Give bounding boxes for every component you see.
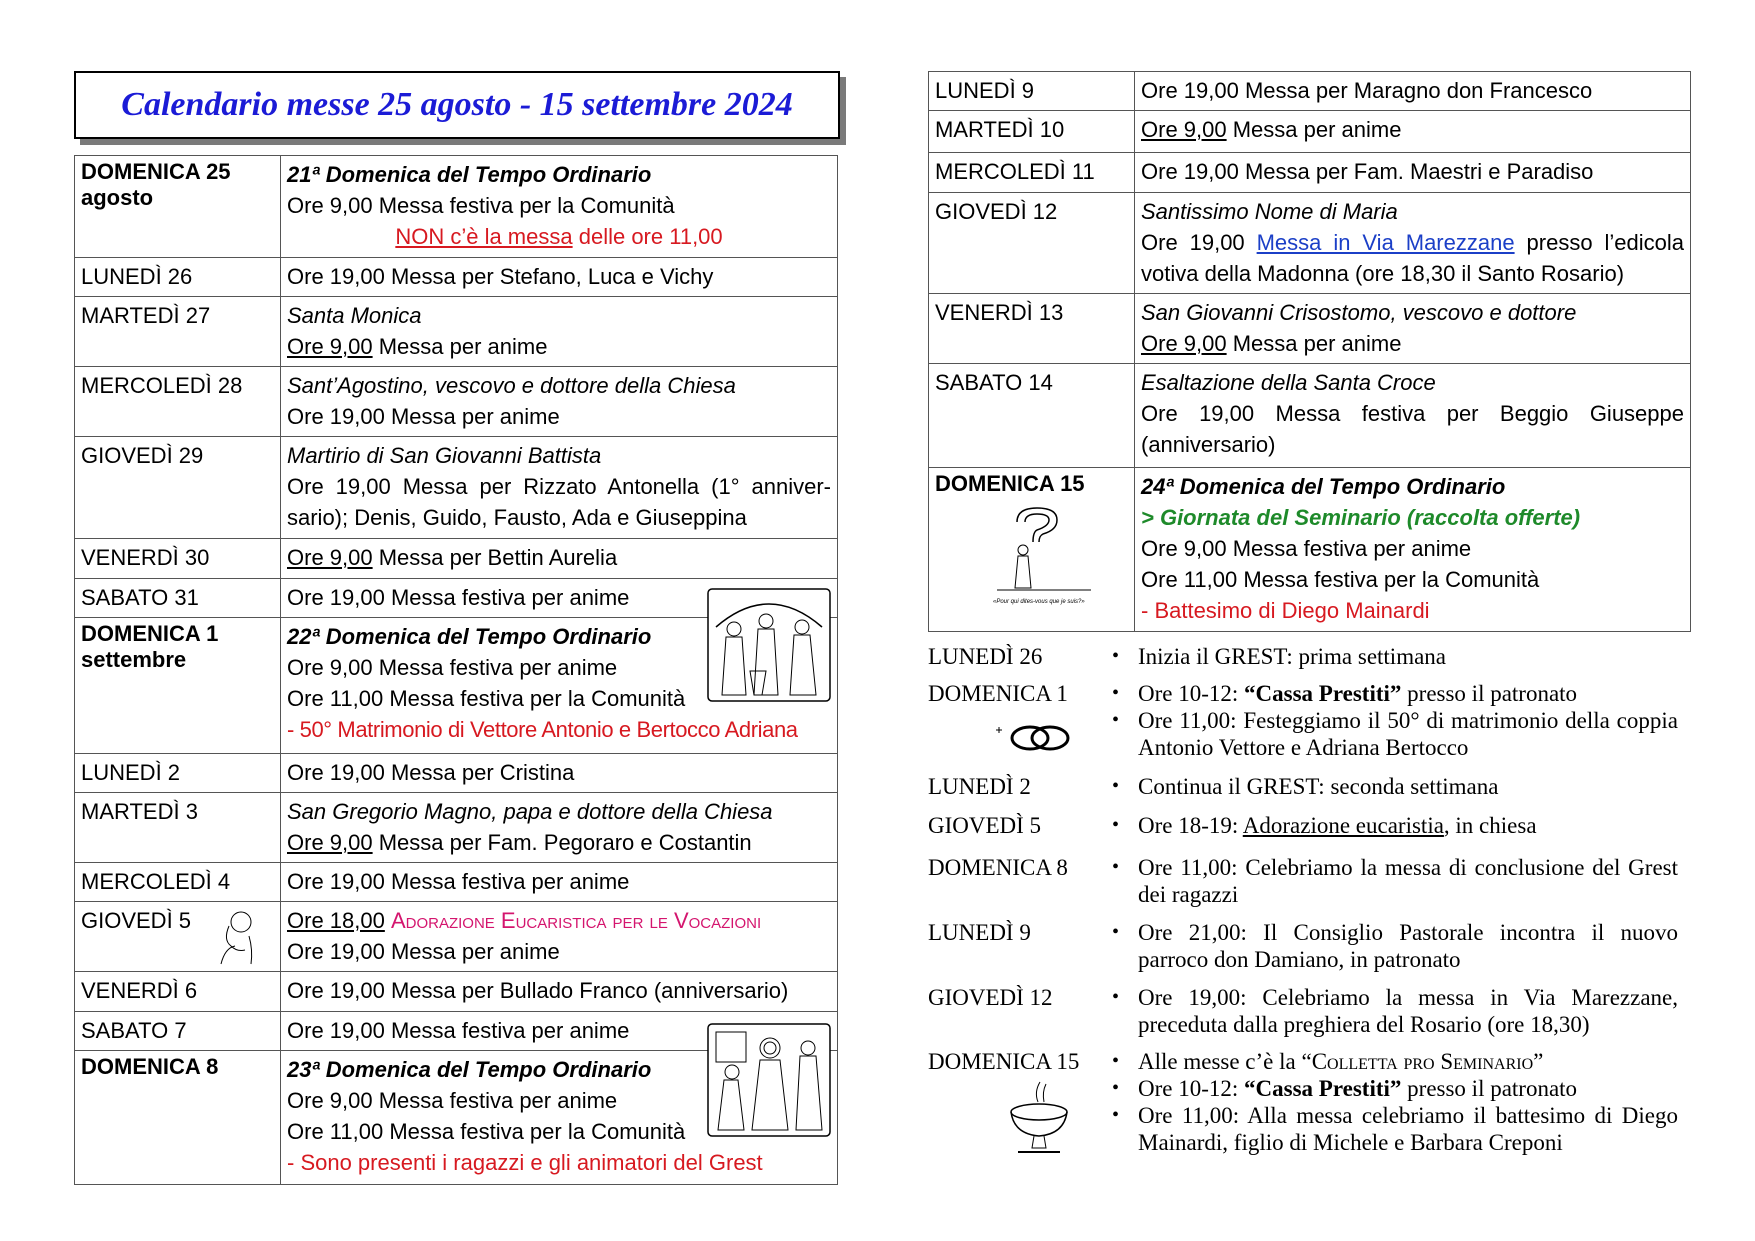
- detail-cell: Ore 19,00 Messa festiva per anime: [281, 863, 838, 902]
- day-cell: DOMENICA 8: [75, 1051, 281, 1185]
- title-banner: [74, 71, 840, 139]
- detail-cell: 21ª Domenica del Tempo Ordinario Ore 9,00 Messa festiva per la Comunità NON c’è la messa delle ore 11,00: [281, 156, 838, 258]
- table-row: [929, 72, 1691, 111]
- table-row: [929, 364, 1691, 468]
- detail-cell: 24ª Domenica del Tempo Ordinario > Giornata del Seminario (raccolta offerte) Ore 9,00 Messa festiva per anime Ore 11,00 Messa festiva per la Comunità - Battesimo di Diego Mainardi: [1135, 468, 1691, 632]
- page-title: Calendario messe 25 agosto - 15 settembre 2024: [121, 86, 793, 123]
- day-cell: DOMENICA 25 agosto: [75, 156, 281, 258]
- day-cell: LUNEDÌ 26: [75, 258, 281, 297]
- table-row: [929, 193, 1691, 294]
- list-item: • Ore 11,00: Festeggiamo il 50° di matrimonio della coppia Antonio Vettore e Adriana Bertocco: [1118, 707, 1678, 761]
- detail-cell: Ore 19,00 Messa festiva per anime: [281, 1012, 838, 1051]
- day-cell: MERCOLEDÌ 28: [75, 367, 281, 437]
- day-cell: MERCOLEDÌ 4: [75, 863, 281, 902]
- detail-cell: Ore 9,00 Messa per Bettin Aurelia: [281, 539, 838, 579]
- detail-cell: Ore 19,00 Messa per Fam. Maestri e Paradiso: [1135, 153, 1691, 193]
- praying-figure-illustration: [215, 906, 263, 966]
- list-item: • Inizia il GREST: prima settimana: [1118, 643, 1678, 670]
- detail-cell: Martirio di San Giovanni Battista Ore 19,00 Messa per Rizzato Antonella (1° anniver-sario); Denis, Guido, Fausto, Ada e Giuseppina: [281, 437, 838, 539]
- list-item: • Ore 18-19: Adorazione eucaristia, in chiesa: [1118, 812, 1678, 839]
- table-row: [75, 258, 838, 297]
- day-cell: DOMENICA 1 settembre: [75, 618, 281, 754]
- list-item: • Ore 11,00: Alla messa celebriamo il battesimo di Diego Mainardi, figlio di Michele e Barbara Creponi: [1118, 1102, 1678, 1156]
- detail-cell: San Giovanni Crisostomo, vescovo e dottore Ore 9,00 Messa per anime: [1135, 294, 1691, 364]
- day-cell: MARTEDÌ 3: [75, 793, 281, 863]
- healing-scene-illustration: [706, 1022, 832, 1138]
- detail-cell: Ore 19,00 Messa per Stefano, Luca e Vichy: [281, 258, 838, 297]
- detail-cell: Ore 19,00 Messa festiva per anime: [281, 579, 838, 618]
- table-row: [75, 367, 838, 437]
- day-cell: GIOVEDÌ 29: [75, 437, 281, 539]
- day-cell: MERCOLEDÌ 11: [929, 153, 1135, 193]
- day-cell: SABATO 7: [75, 1012, 281, 1051]
- day-cell: MARTEDÌ 27: [75, 297, 281, 367]
- detail-cell: San Gregorio Magno, papa e dottore della Chiesa Ore 9,00 Messa per Fam. Pegoraro e Costantin: [281, 793, 838, 863]
- table-row: [929, 294, 1691, 364]
- list-item: • Ore 10-12: “Cassa Prestiti” presso il patronato: [1118, 680, 1678, 707]
- list-item: • Ore 21,00: Il Consiglio Pastorale incontra il nuovo parroco don Damiano, in patronato: [1118, 919, 1678, 973]
- detail-cell: Ore 9,00 Messa per anime: [1135, 111, 1691, 153]
- wedding-illustration: [706, 587, 832, 703]
- detail-cell: Santa Monica Ore 9,00 Messa per anime: [281, 297, 838, 367]
- list-item: • Continua il GREST: seconda settimana: [1118, 773, 1678, 800]
- detail-cell: Santissimo Nome di Maria Ore 19,00 Messa in Via Marezzane presso l’edicola votiva della Madonna (ore 18,30 il Santo Rosario): [1135, 193, 1691, 294]
- table-row: [75, 579, 838, 618]
- detail-cell: Ore 19,00 Messa per Maragno don Francesco: [1135, 72, 1691, 111]
- table-row: [75, 297, 838, 367]
- detail-cell: 23ª Domenica del Tempo Ordinario Ore 9,00 Messa festiva per anime Ore 11,00 Messa festiva per la Comunità - Sono presenti i ragazzi e gli animatori del Grest: [281, 1051, 838, 1185]
- list-item: • Ore 11,00: Celebriamo la messa di conclusione del Grest dei ragazzi: [1118, 854, 1678, 908]
- table-row: [75, 156, 838, 258]
- detail-cell: Ore 18,00 Adorazione Eucaristica per le Vocazioni Ore 19,00 Messa per anime: [281, 902, 838, 972]
- table-row: [929, 153, 1691, 193]
- day-cell: SABATO 14: [929, 364, 1135, 468]
- day-cell: LUNEDÌ 9: [929, 72, 1135, 111]
- table-row: [929, 468, 1691, 632]
- table-row: [75, 863, 838, 902]
- table-row: [75, 793, 838, 863]
- list-item: • Alle messe c’è la “Colletta pro Seminario”: [1118, 1048, 1678, 1075]
- day-cell: MARTEDÌ 10: [929, 111, 1135, 153]
- detail-cell: Ore 19,00 Messa per Cristina: [281, 754, 838, 793]
- list-item: • Ore 19,00: Celebriamo la messa in Via Marezzane, preceduta dalla preghiera del Rosario (ore 18,30): [1118, 984, 1678, 1038]
- wedding-rings-icon: [992, 716, 1076, 754]
- day-cell: DOMENICA 15 «Pour qui dites-vous que je suis?»: [929, 468, 1135, 632]
- detail-cell: Sant’Agostino, vescovo e dottore della Chiesa Ore 19,00 Messa per anime: [281, 367, 838, 437]
- table-row: [75, 902, 838, 972]
- day-cell: VENERDÌ 30: [75, 539, 281, 579]
- day-cell: GIOVEDÌ 12: [929, 193, 1135, 294]
- day-cell: LUNEDÌ 2: [75, 754, 281, 793]
- illustration-caption: «Pour qui dites-vous que je suis?»: [993, 599, 1085, 605]
- day-cell: GIOVEDÌ 5: [75, 902, 281, 972]
- table-row: [75, 539, 838, 579]
- detail-cell: 22ª Domenica del Tempo Ordinario Ore 9,00 Messa festiva per anime Ore 11,00 Messa festiva per la Comunità - 50° Matrimonio di Vettore Antonio e Bertocco Adriana: [281, 618, 838, 754]
- day-cell: VENERDÌ 13: [929, 294, 1135, 364]
- table-row: [75, 437, 838, 539]
- calendar-table-right: [928, 71, 1691, 632]
- day-cell: VENERDÌ 6: [75, 972, 281, 1012]
- baptismal-font-icon: [1004, 1078, 1074, 1156]
- list-item: • Ore 10-12: “Cassa Prestiti” presso il patronato: [1118, 1075, 1678, 1102]
- table-row: [929, 111, 1691, 153]
- calendar-table-left: [74, 155, 838, 1185]
- table-row: [75, 1012, 838, 1051]
- detail-cell: Esaltazione della Santa Croce Ore 19,00 Messa festiva per Beggio Giuseppe (anniversario): [1135, 364, 1691, 468]
- table-row: [75, 754, 838, 793]
- table-row: [75, 972, 838, 1012]
- day-cell: SABATO 31: [75, 579, 281, 618]
- jesus-question-illustration: [995, 504, 1095, 600]
- detail-cell: Ore 19,00 Messa per Bullado Franco (anniversario): [281, 972, 838, 1012]
